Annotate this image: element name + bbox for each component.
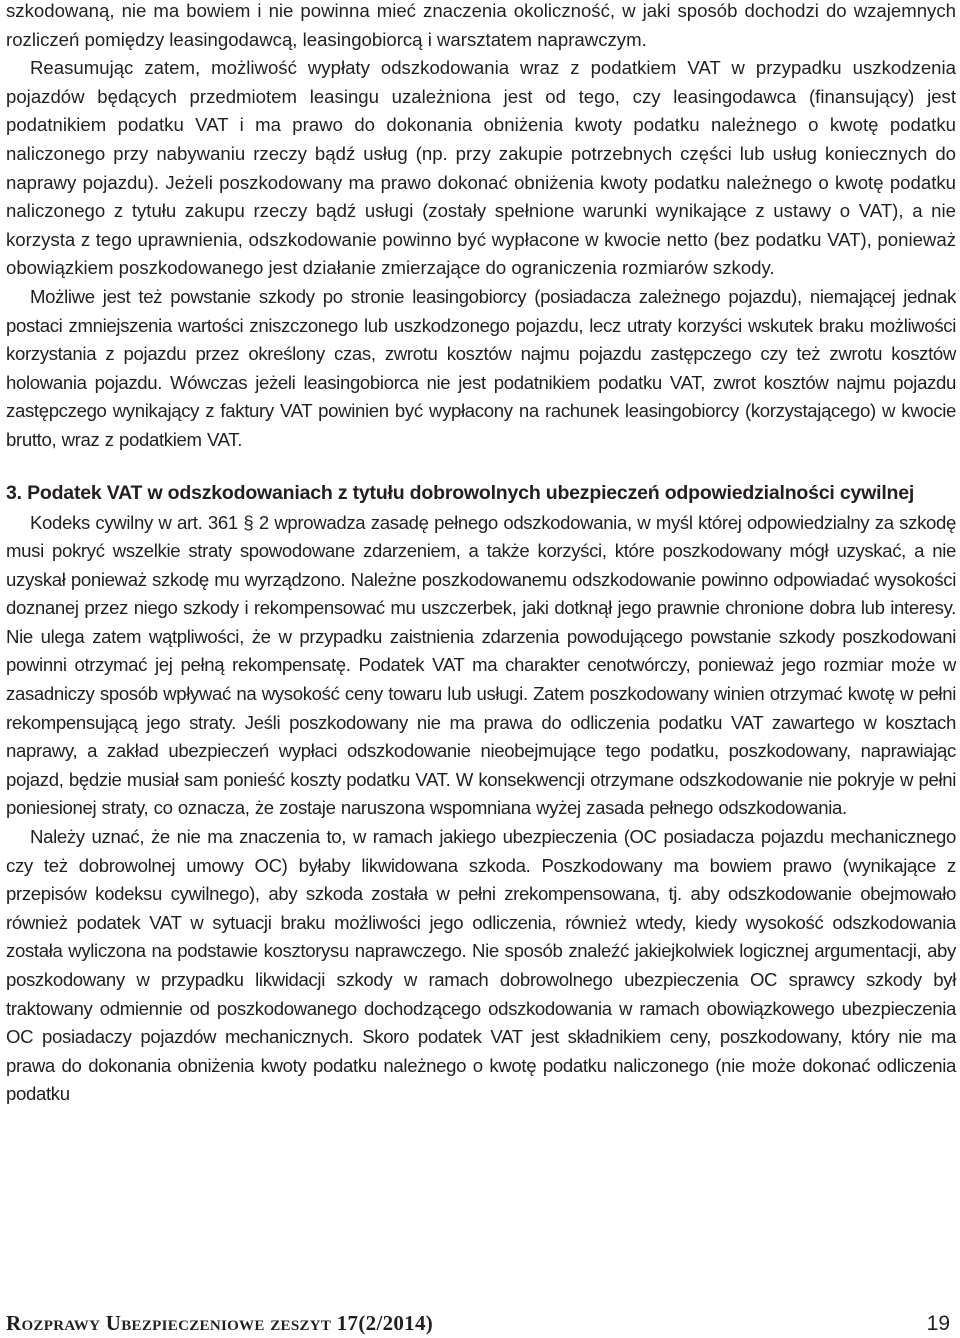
paragraph-civil-code: Kodeks cywilny w art. 361 § 2 wprowadza zasadę pełnego odszkodowania, w myśl której odpowiedzialny za szkodę musi pokryć wszelkie straty spowodowane zdarzeniem, a także korzyści, które poszkodowany mógł uzyskać, a nie uzyskał ponieważ szkodę mu wyrządzono. Należne poszkodowanemu odszkodowanie powinno odpowiadać wysokości doznanej przez niego szkody i rekompensować mu uszczerbek, jaki dotknął jego prawnie chronione dobra lub interesy. Nie ulega zatem wątpliwości, że w przypadku zaistnienia zdarzenia powodującego powstanie szkody poszkodowani powinni otrzymać jej pełną rekompensatę. Podatek VAT ma charakter cenotwórczy, ponieważ jego rozmiar może w zasadniczy sposób wpływać na wysokość ceny towaru lub usługi. Zatem poszkodowany winien otrzymać kwotę w pełni rekompensującą jego straty. Jeśli poszkodowany nie ma prawa do odliczenia podatku VAT zawartego w kosztach naprawy, a zakład ubezpieczeń wypłaci odszkodowanie nieobejmujące tego podatku, poszkodowany, naprawiając pojazd, będzie musiał sam ponieść koszty podatku VAT. W konsekwencji otrzymane odszkodowanie nie pokryje w pełni poniesionej straty, co oznacza, że zostaje naruszona wspomniana wyżej zasada pełnego odszkodowania. xyxy=(6,511,956,819)
section-heading: 3. Podatek VAT w odszkodowaniach z tytułu dobrowolnych ubezpieczeń odpowiedzialności cywilnej xyxy=(6,481,915,504)
paragraph-continuation: szkodowaną, nie ma bowiem i nie powinna mieć znaczenia okoliczność, w jaki sposób dochodzi do wzajemnych rozliczeń pomiędzy leasingodawcą, leasingobiorcą i warsztatem naprawczym. xyxy=(6,0,956,50)
page-footer xyxy=(6,1311,950,1337)
document-page xyxy=(6,0,956,1109)
paragraph-oc-insurance: Należy uznać, że nie ma znaczenia to, w ramach jakiego ubezpieczenia (OC posiadacza pojazdu mechanicznego czy też dobrowolnej umowy OC) byłaby likwidowana szkoda. Poszkodowany ma bowiem prawo (wynikające z przepisów kodeksu cywilnego), aby szkoda została w pełni zrekompensowana, tj. aby odszkodowanie obejmowało również podatek VAT w sytuacji braku możliwości jego odliczenia, również wtedy, kiedy wysokość odszkodowania została wyliczona na podstawie kosztorysu naprawczego. Nie sposób znaleźć jakiejkolwiek logicznej argumentacji, aby poszkodowany w przypadku likwidacji szkody w ramach dobrowolnego ubezpieczenia OC sprawcy szkody był traktowany odmiennie od poszkodowanego dochodzącego odszkodowania w ramach obowiązkowego ubezpieczenia OC posiadaczy pojazdów mechanicznych. Skoro podatek VAT jest składnikiem ceny, poszkodowany, który nie ma prawa do dokonania obniżenia kwoty podatku należnego o kwotę podatku naliczonego (nie może dokonać odliczenia podatku xyxy=(6,826,956,1105)
paragraph-lessee-damage: Możliwe jest też powstanie szkody po stronie leasingobiorcy (posiadacza zależnego pojazdu), niemającej jednak postaci zmniejszenia wartości zniszczonego lub uszkodzonego pojazdu, lecz utraty korzyści wskutek braku możliwości korzystania z pojazdu przez określony czas, zwrotu kosztów najmu pojazdu zastępczego czy też zwrotu kosztów holowania pojazdu. Wówczas jeżeli leasingobiorca nie jest podatnikiem podatku VAT, zwrot kosztów najmu pojazdu zastępczego wynikający z faktury VAT powinien być wypłacony na rachunek leasingobiorcy (korzystającego) w kwocie brutto, wraz z podatkiem VAT. xyxy=(6,285,956,450)
paragraph-summary: Reasumując zatem, możliwość wypłaty odszkodowania wraz z podatkiem VAT w przypadku uszkodzenia pojazdów będących przedmiotem leasingu uzależniona jest od tego, czy leasingodawca (finansujący) jest podatnikiem podatku VAT i ma prawo do dokonania obniżenia kwoty podatku należnego o kwotę podatku naliczonego przy nabywaniu rzeczy bądź usług (np. przy zakupie potrzebnych części lub usług koniecznych do naprawy pojazdu). Jeżeli poszkodowany ma prawo dokonać obniżenia kwoty podatku należnego o kwotę podatku naliczonego z tytułu zakupu rzeczy bądź usługi (zostały spełnione warunki wynikające z ustawy o VAT), a nie korzysta z tego uprawnienia, odszkodowanie powinno być wypłacone w kwocie netto (bez podatku VAT), ponieważ obowiązkiem poszkodowanego jest działanie zmierzające do ograniczenia rozmiarów szkody. xyxy=(6,57,956,279)
page-number: 19 xyxy=(926,1312,950,1335)
journal-title: Rozprawy Ubezpieczeniowe zeszyt 17(2/2014) xyxy=(6,1311,434,1335)
